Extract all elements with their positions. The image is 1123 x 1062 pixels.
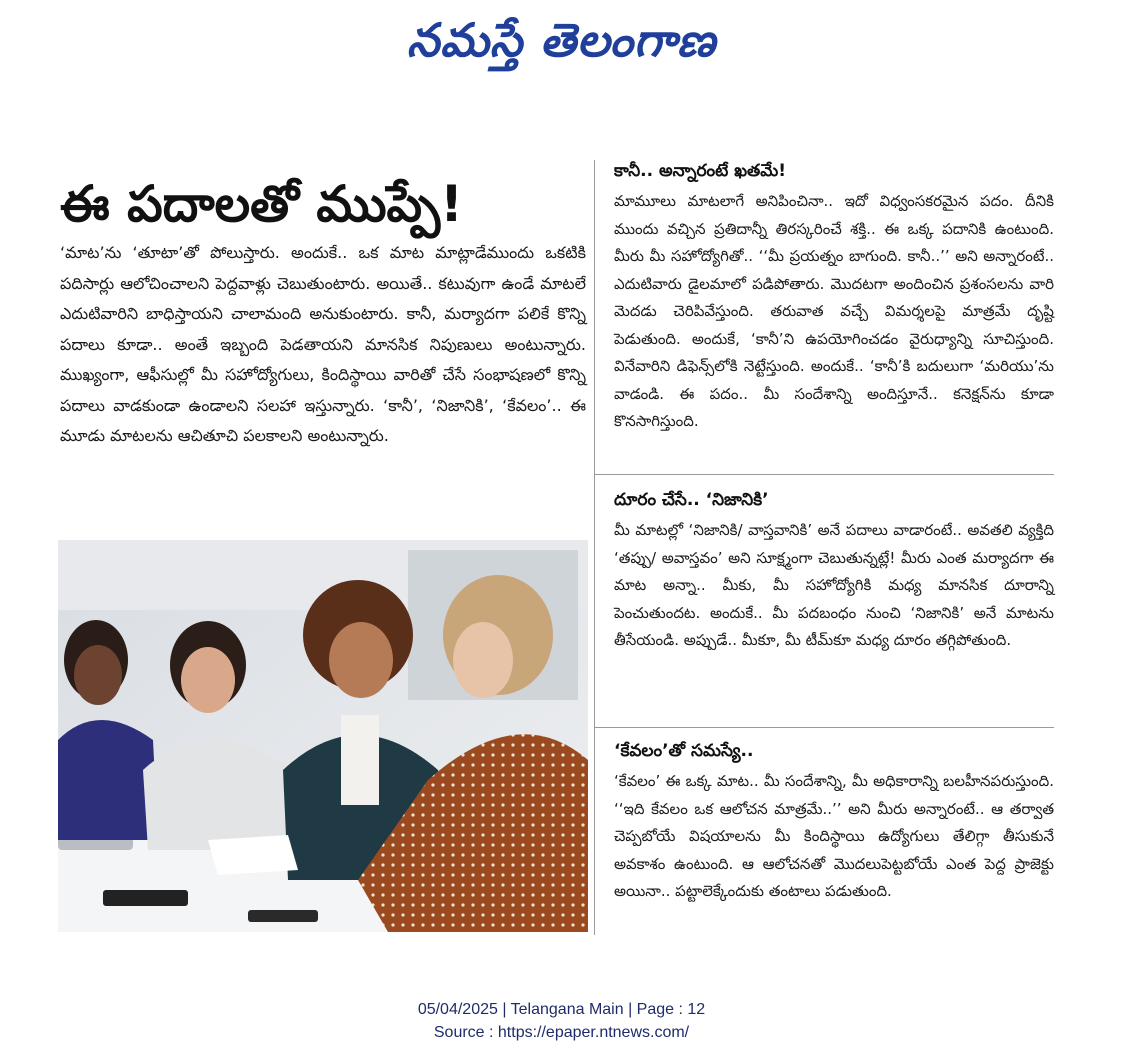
column-divider [594, 160, 595, 935]
section-paragraph: మామూలు మాటలాగే అనిపించినా.. ఇదో విధ్వంసకరమైన పదం. దీనికి ముందు వచ్చిన ప్రతిదాన్నీ తిరస్కరించే శక్తి.. ఈ ఒక్క పదానికి ఉంటుంది. మీరు మీ సహోద్యోగితో.. ‘‘మీ ప్రయత్నం బాగుంది. కానీ..’’ అని అన్నారంటే.. ఎదుటివారు డైలమాలో పడిపోతారు. మొదటగా అందించిన ప్రశంసలను వారి మెదడు చెరిపివేస్తుంది. తరువాత వచ్చే విమర్శలపై మాత్రమే దృష్టి పెడుతుంది. అందుకే, ‘కానీ’ని ఉపయోగించడం వైరుధ్యాన్ని సూచిస్తుంది. వినేవారిని డిఫెన్స్‌లోకి నెట్టేస్తుంది. అందుకే.. ‘కానీ’కి బదులుగా ‘మరియు’ను వాడండి. ఈ పదం.. మీ సందేశాన్ని అందిస్తూనే.. కనెక్షన్‌ను కూడా కొనసాగిస్తుంది. [614, 192, 1054, 430]
section-paragraph: మీ మాటల్లో ‘నిజానికి/ వాస్తవానికి’ అనే పదాలు వాడారంటే.. అవతలి వ్యక్తిది ‘తప్పు/ అవాస్తవం’ అని సూక్ష్మంగా చెబుతున్నట్లే! మీరు ఎంత మర్యాదగా ఈ మాట అన్నా.. మీకు, మీ సహోద్యోగికి మధ్య మానసిక దూరాన్ని పెంచుతుందట. అందుకే.. మీ పదబంధం నుంచి ‘నిజానికి’ అనే మాటను తీసేయండి. అప్పుడే.. మీకూ, మీ టీమ్‌కూ మధ్య దూరం తగ్గిపోతుంది. [614, 521, 1054, 649]
page-footer [0, 998, 1123, 1044]
edition-info: 05/04/2025 | Telangana Main | Page : 12 [417, 1001, 706, 1018]
lead-paragraph: ‘మాట’ను ‘తూటా’తో పోలుస్తారు. అందుకే.. ఒక మాట మాట్లాడేముందు ఒకటికి పదిసార్లు ఆలోచించాలని పెద్దవాళ్లు చెబుతుంటారు. అయితే.. కటువుగా ఉండే మాటలే ఎదుటివారిని బాధిస్తాయని చాలామంది అనుకుంటారు. కానీ, మర్యాదగా పలికే కొన్ని పదాలు కూడా.. అంతే ఇబ్బంది పెడతాయని మానసిక నిపుణులు అంటున్నారు. ముఖ్యంగా, ఆఫీసుల్లో మీ సహోద్యోగులు, కిందిస్థాయి వారితో చేసే సంభాషణలో కొన్ని పదాలు వాడకుండా ఉండాలని సలహా ఇస్తున్నారు. ‘కానీ’, ‘నిజానికి’, ‘కేవలం’.. ఈ మూడు మాటలను ఆచితూచి పలకాలని అంటున్నారు. [60, 243, 586, 445]
section-body [614, 188, 1054, 436]
section-title: దూరం చేసే.. ‘నిజానికి’ [614, 490, 769, 510]
section-title: కానీ.. అన్నారంటే ఖతమే! [614, 161, 787, 181]
section-body [614, 517, 1054, 655]
source-link[interactable]: Source : https://epaper.ntnews.com/ [433, 1024, 690, 1041]
section-divider [594, 727, 1054, 728]
section-title: ‘కేవలం’తో సమస్యే.. [614, 741, 754, 761]
section-body [614, 768, 1054, 906]
article-headline: ఈ పదాలతో ముప్పే! [60, 175, 463, 233]
article-photo [58, 540, 588, 932]
section-but [614, 158, 1054, 436]
section-divider [594, 474, 1054, 475]
article-lead [60, 238, 586, 452]
section-paragraph: ‘కేవలం’ ఈ ఒక్క మాట.. మీ సందేశాన్ని, మీ అధికారాన్ని బలహీనపరుస్తుంది. ‘‘ఇది కేవలం ఒక ఆలోచన మాత్రమే..’’ అని మీరు అన్నారంటే.. ఆ తర్వాత చెప్పబోయే విషయాలను మీ కిందిస్థాయి ఉద్యోగులు తేలిగ్గా తీసుకునే అవకాశం ఉంటుంది. ఆ ఆలోచనతో మొదలుపెట్టబోయే ఎంత పెద్ద ప్రాజెక్టు అయినా.. పట్టాలెక్కేందుకు తంటాలు పడుతుంది. [614, 772, 1054, 900]
section-just [614, 738, 1054, 906]
masthead [0, 0, 1123, 80]
section-actually [614, 487, 1054, 655]
newspaper-logo: నమస్తే తెలంగాణ [406, 13, 717, 67]
